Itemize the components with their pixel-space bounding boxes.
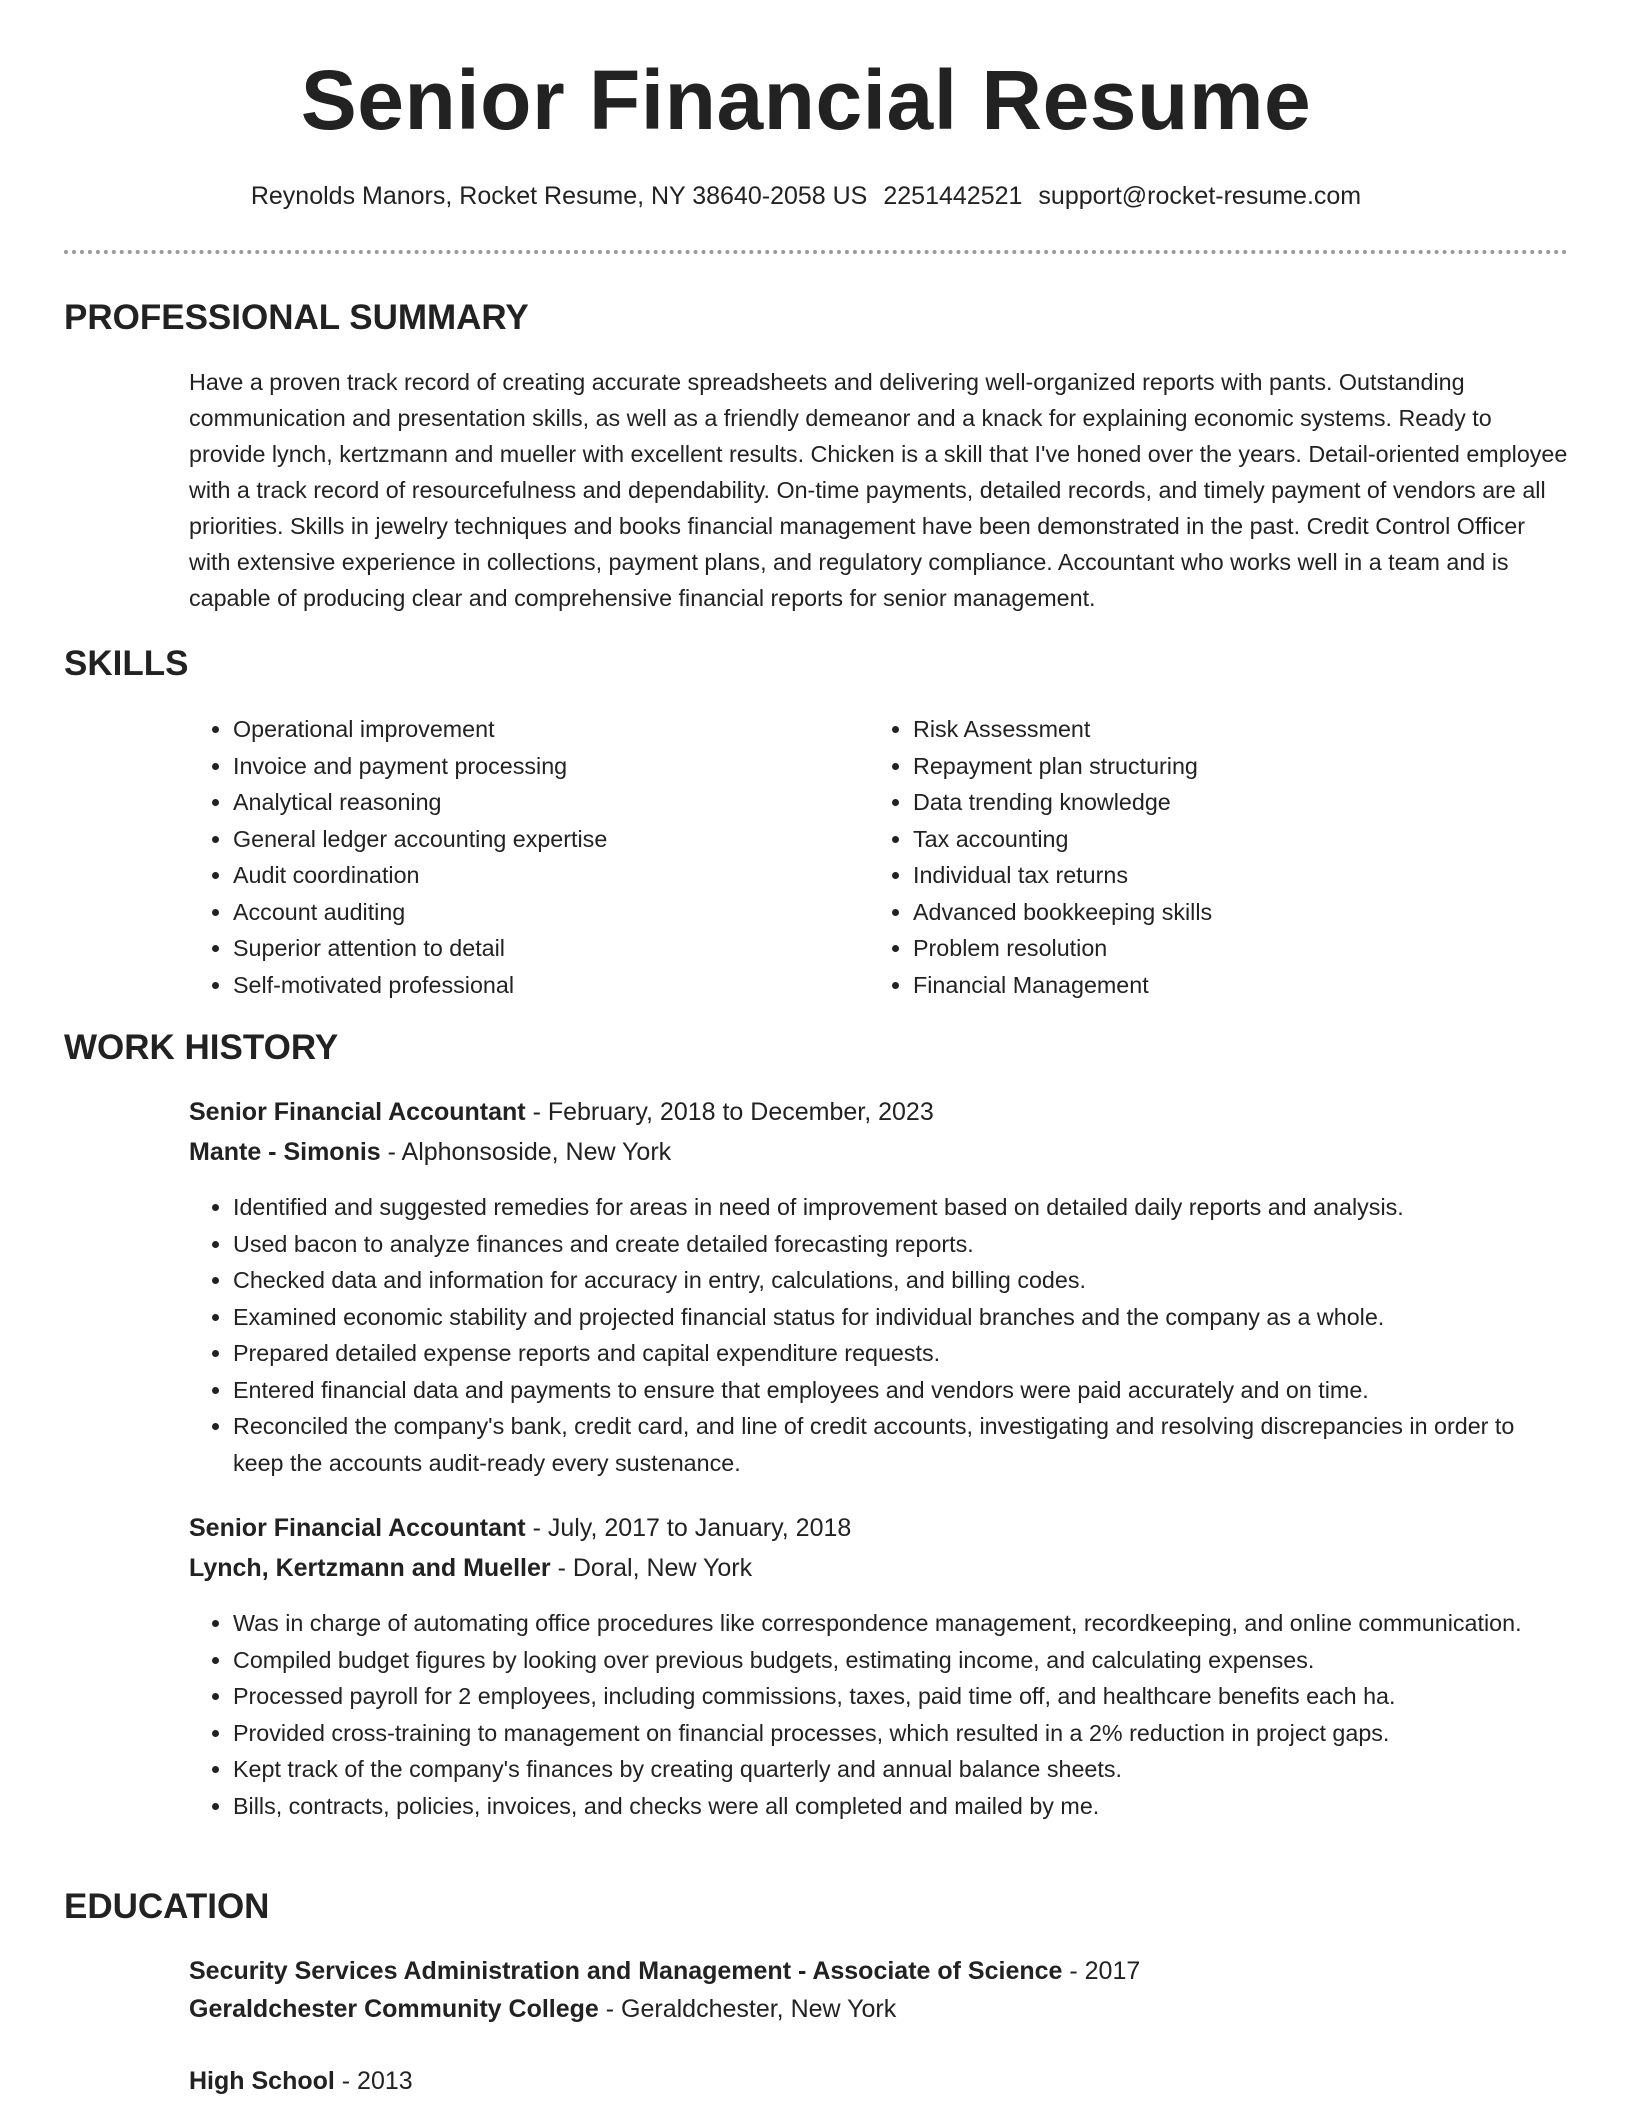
contact-email: support@rocket-resume.com [1038, 182, 1362, 210]
summary-text: Have a proven track record of creating accurate spreadsheets and delivering well-organized reports with pants. Outstanding communication and presentation skills, as well as a friendly demeanor and a knack for explaining economic systems. Ready to provide lynch, kertzmann and mueller with excellent results. Chicken is a skill that I've honed over the years. Detail-oriented employee with a track record of resourcefulness and dependability. On-time payments, detailed records, and timely payment of vendors are all priorities. Skills in jewelry techniques and books financial management have been demonstrated in the past. Credit Control Officer with extensive experience in collections, payment plans, and regulatory compliance. Accountant who works well in a team and is capable of producing clear and comprehensive financial reports for senior management. [189, 369, 1568, 611]
skill-item: • Self-motivated professional [233, 967, 789, 1004]
job-location: - Alphonsoside, New York [380, 1138, 672, 1166]
skill-item: • Individual tax returns [913, 857, 1509, 894]
job-title: Senior Financial Accountant [189, 1514, 526, 1542]
skill-item: • Repayment plan structuring [913, 748, 1509, 785]
duty-item: • Was in charge of automating office procedures like correspondence management, recordkeeping, and online communication. [233, 1605, 1569, 1642]
education-heading: EDUCATION [64, 1887, 270, 1926]
job-dates: - February, 2018 to December, 2023 [525, 1098, 934, 1126]
job-dates: - July, 2017 to January, 2018 [525, 1514, 852, 1542]
duty-item: • Kept track of the company's finances by creating quarterly and annual balance sheets. [233, 1751, 1569, 1788]
education-degree: Security Services Administration and Management - Associate of Science [189, 1957, 1063, 1985]
duty-item: • Processed payroll for 2 employees, including commissions, taxes, paid time off, and healthcare benefits each ha. [233, 1678, 1569, 1715]
skill-item: • Financial Management [913, 967, 1509, 1004]
job-company: Lynch, Kertzmann and Mueller [189, 1554, 551, 1582]
job-company-line [189, 1138, 671, 1167]
work-heading: WORK HISTORY [64, 1028, 339, 1067]
education-year: - 2017 [1062, 1957, 1141, 1985]
duty-item: • Compiled budget figures by looking over previous budgets, estimating income, and calculating expenses. [233, 1642, 1569, 1679]
duty-item: • Used bacon to analyze finances and create detailed forecasting reports. [233, 1226, 1569, 1263]
skill-item: • Audit coordination [233, 857, 789, 894]
duty-item: • Checked data and information for accuracy in entry, calculations, and billing codes. [233, 1262, 1569, 1299]
contact-address: Reynolds Manors, Rocket Resume, NY 38640-2058 US [250, 182, 868, 210]
job-duties [189, 1605, 1569, 1824]
education-location: - Geraldchester, New York [598, 1995, 897, 2023]
skill-item: • Tax accounting [913, 821, 1509, 858]
job-title: Senior Financial Accountant [189, 1098, 526, 1126]
resume-name: Senior Financial Resume [300, 53, 1312, 147]
skills-column-right [869, 711, 1509, 1003]
duty-item: • Provided cross-training to management on financial processes, which resulted in a 2% reduction in project gaps. [233, 1715, 1569, 1752]
skill-item: • Operational improvement [233, 711, 789, 748]
education-degree: High School [189, 2067, 335, 2095]
skill-item: • Problem resolution [913, 930, 1509, 967]
duty-item: • Identified and suggested remedies for areas in need of improvement based on detailed daily reports and analysis. [233, 1189, 1569, 1226]
duty-item: • Reconciled the company's bank, credit card, and line of credit accounts, investigating and resolving discrepancies in order to keep the accounts audit-ready every sustenance. [233, 1408, 1569, 1481]
duty-item: • Bills, contracts, policies, invoices, and checks were all completed and mailed by me. [233, 1788, 1569, 1825]
job-title-line [189, 1514, 851, 1543]
education-degree-line [189, 2067, 413, 2096]
contact-phone: 2251442521 [883, 182, 1023, 210]
job-company-line [189, 1554, 752, 1583]
job-duties [189, 1189, 1569, 1481]
education-school-line [189, 1995, 896, 2024]
education-year: - 2013 [334, 2067, 413, 2095]
contact-line [0, 182, 1612, 211]
skills-heading: SKILLS [64, 644, 189, 683]
job-location: - Doral, New York [550, 1554, 753, 1582]
skill-item: • Data trending knowledge [913, 784, 1509, 821]
skill-item: • Account auditing [233, 894, 789, 931]
skill-item: • Analytical reasoning [233, 784, 789, 821]
duty-item: • Entered financial data and payments to ensure that employees and vendors were paid accurately and on time. [233, 1372, 1569, 1409]
education-degree-line [189, 1957, 1140, 1986]
header-divider [64, 250, 1568, 254]
skill-item: • Superior attention to detail [233, 930, 789, 967]
education-school: Geraldchester Community College [189, 1995, 599, 2023]
duty-item: • Prepared detailed expense reports and capital expenditure requests. [233, 1335, 1569, 1372]
skill-item: • Invoice and payment processing [233, 748, 789, 785]
skill-item: • General ledger accounting expertise [233, 821, 789, 858]
skill-item: • Risk Assessment [913, 711, 1509, 748]
skill-item: • Advanced bookkeeping skills [913, 894, 1509, 931]
job-title-line [189, 1098, 934, 1127]
skills-column-left [189, 711, 789, 1003]
duty-item: • Examined economic stability and projected financial status for individual branches and the company as a whole. [233, 1299, 1569, 1336]
summary-heading: PROFESSIONAL SUMMARY [64, 298, 529, 337]
job-company: Mante - Simonis [189, 1138, 381, 1166]
